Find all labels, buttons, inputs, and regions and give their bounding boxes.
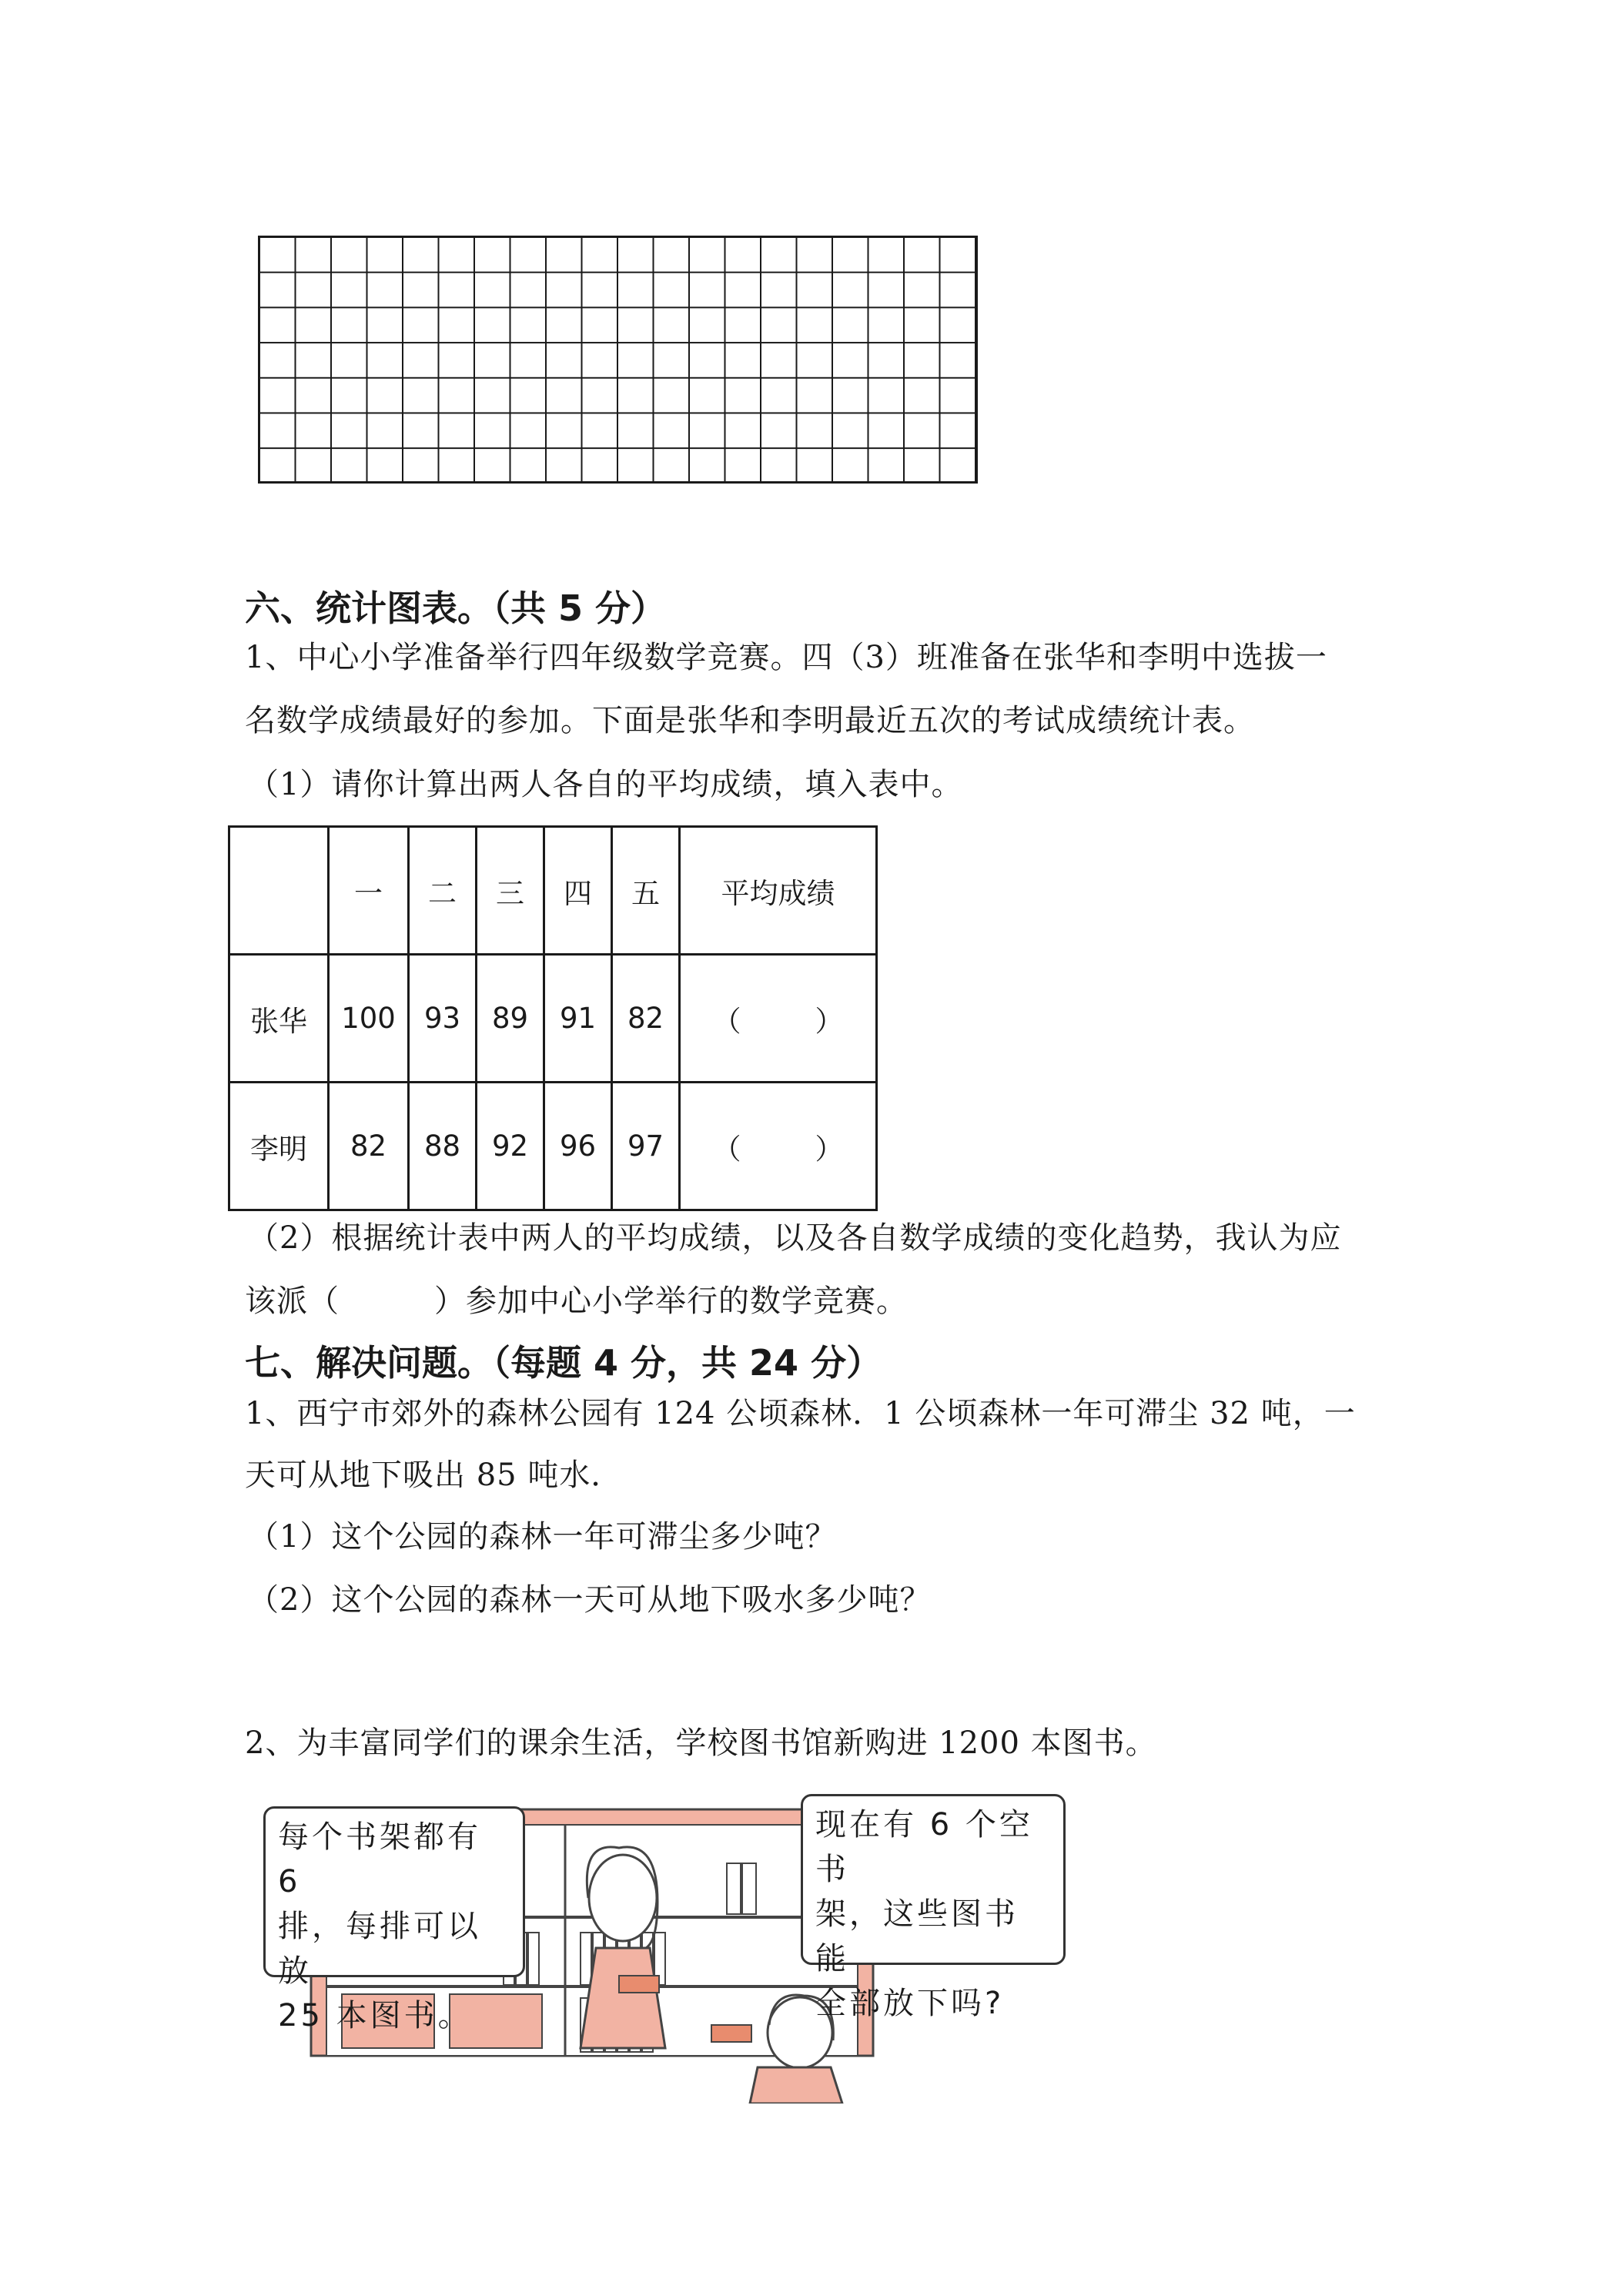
- score-cell: 89: [477, 955, 544, 1083]
- score-cell: 82: [612, 955, 680, 1083]
- header-cell-average: 平均成绩: [680, 827, 877, 955]
- q2-text-line1: 2、为丰富同学们的课余生活，学校图书馆新购进 1200 本图书。: [245, 1725, 1157, 1761]
- q1-text-line2: 天可从地下吸出 85 吨水．: [245, 1458, 623, 1493]
- table-row: [229, 1083, 877, 1210]
- average-answer-blank[interactable]: [680, 1083, 877, 1210]
- q1-sub-question-2: （2）这个公园的森林一天可从地下吸水多少吨？: [248, 1582, 932, 1618]
- score-table: [228, 825, 878, 1211]
- table-header-row: [229, 827, 877, 955]
- row-name: 李明: [229, 1083, 329, 1210]
- sub-question-2-line1: （2）根据统计表中两人的平均成绩，以及各自数学成绩的变化趋势，我认为应: [248, 1220, 1342, 1256]
- bubble-line: 现在有 6 个空书: [815, 1807, 1033, 1887]
- paren-open: （: [712, 1132, 741, 1166]
- score-cell: 96: [544, 1083, 612, 1210]
- table-row: [229, 955, 877, 1083]
- paren-close: ）: [815, 1132, 844, 1166]
- section6-heading: 六、统计图表。（共 5 分）: [245, 587, 667, 629]
- score-cell: 93: [409, 955, 477, 1083]
- header-cell-5: 五: [612, 827, 680, 955]
- section7-heading: 七、解决问题。（每题 4 分，共 24 分）: [245, 1342, 882, 1384]
- header-cell-4: 四: [544, 827, 612, 955]
- speech-bubble-left: [263, 1806, 525, 2033]
- q1-text-line2: 名数学成绩最好的参加。下面是张华和李明最近五次的考试成绩统计表。: [245, 703, 1255, 738]
- average-answer-blank[interactable]: [680, 955, 877, 1083]
- header-cell-3: 三: [477, 827, 544, 955]
- sub-question-1: （1）请你计算出两人各自的平均成绩，填入表中。: [248, 767, 963, 802]
- bubble-line: 每个书架都有 6: [278, 1819, 481, 1899]
- row-name: 张华: [229, 955, 329, 1083]
- bubble-line: 排，每排可以放: [278, 1909, 481, 1989]
- score-cell: 100: [329, 955, 409, 1083]
- score-cell: 92: [477, 1083, 544, 1210]
- score-cell: 88: [409, 1083, 477, 1210]
- header-cell-empty: [229, 827, 329, 955]
- score-cell: 91: [544, 955, 612, 1083]
- score-cell: 82: [329, 1083, 409, 1210]
- paren-close: ）: [815, 1004, 844, 1038]
- speech-bubble-right: [801, 1794, 1066, 2021]
- q1-sub-question-1: （1）这个公园的森林一年可滞尘多少吨？: [248, 1519, 837, 1555]
- sub-question-2-line2: 该派（ ）参加中心小学举行的数学竞赛。: [245, 1284, 908, 1319]
- header-cell-1: 一: [329, 827, 409, 955]
- bubble-line: 全部放下吗?: [815, 1986, 1005, 2021]
- score-cell: 97: [612, 1083, 680, 1210]
- bubble-line: 架，这些图书能: [815, 1896, 1019, 1976]
- answer-grid: [258, 236, 978, 484]
- header-cell-2: 二: [409, 827, 477, 955]
- q1-text-line1: 1、中心小学准备举行四年级数学竞赛。四（3）班准备在张华和李明中选拔一: [245, 640, 1327, 675]
- q1-text-line1: 1、西宁市郊外的森林公园有 124 公顷森林．1 公顷森林一年可滞尘 32 吨，一: [245, 1396, 1356, 1431]
- bubble-line: 25 本图书。: [278, 1998, 472, 2033]
- paren-open: （: [712, 1004, 741, 1038]
